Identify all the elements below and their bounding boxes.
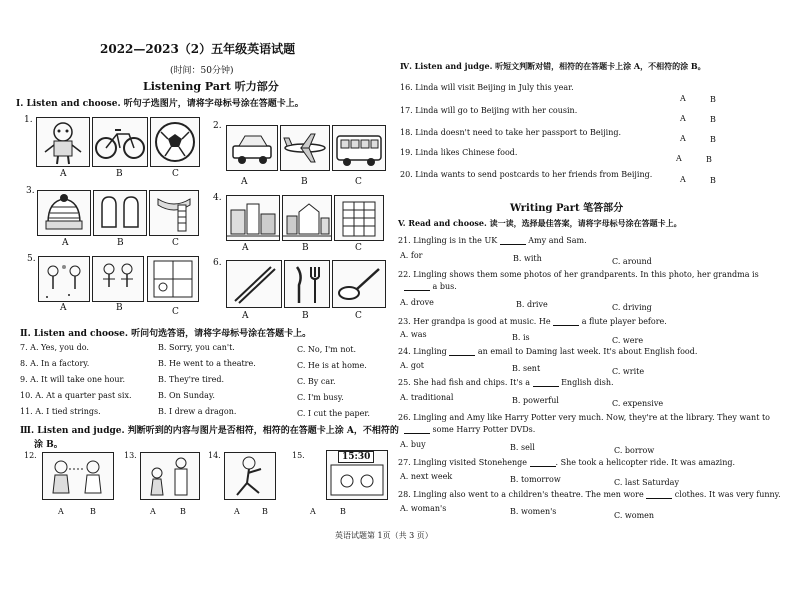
option-label: C — [172, 169, 179, 179]
answer-a: A — [310, 507, 316, 516]
playing-kids-picture — [92, 256, 144, 302]
question-stem-end: . She took a helicopter ride. It was amazing. — [555, 458, 736, 467]
question-7-option-b: B. Sorry, you can't. — [158, 343, 235, 352]
toy-figure-picture — [36, 117, 90, 167]
question-22-option-c: C. driving — [612, 303, 652, 312]
question-26-continued — [404, 425, 535, 434]
question-stem-end: clothes. It was very funny. — [674, 490, 781, 499]
answer-blank — [533, 378, 559, 387]
page-footer: 英语试题第 1页（共 3 页） — [335, 531, 433, 540]
writing-part-title: Writing Part 笔答部分 — [510, 203, 624, 214]
answer-a: A — [676, 154, 682, 163]
question-22-option-b: B. drive — [516, 300, 548, 309]
chopsticks-picture — [226, 260, 282, 308]
answer-b: B — [710, 95, 716, 104]
answer-b: B — [710, 135, 716, 144]
question-stem-end: some Harry Potter DVDs. — [432, 425, 536, 434]
option-label: A — [62, 238, 69, 248]
question-9-option-c: C. By car. — [297, 377, 336, 386]
question-20: 20. Linda wants to send postcards to her friends from Beijing. — [400, 170, 653, 179]
question-23 — [398, 317, 667, 326]
boy-running-picture — [224, 452, 276, 500]
answer-a: A — [680, 134, 686, 143]
question-21-option-c: C. around — [612, 257, 652, 266]
question-22-option-a: A. drove — [400, 298, 434, 307]
question-25 — [398, 378, 614, 387]
question-number: 2. — [213, 121, 222, 131]
answer-a: A — [680, 94, 686, 103]
answer-b: B — [180, 507, 186, 516]
answer-blank — [500, 236, 526, 245]
option-label: A — [60, 303, 67, 313]
clock-time-label: 15:30 — [338, 451, 374, 463]
question-27 — [398, 458, 735, 467]
airplane-picture — [280, 125, 330, 171]
knife-and-fork-picture — [284, 260, 330, 308]
question-21-option-b: B. with — [513, 254, 542, 263]
question-7-option-a: 7. A. Yes, you do. — [20, 343, 89, 352]
question-18: 18. Linda doesn't need to take her passport to Beijing. — [400, 128, 622, 137]
answer-b: B — [90, 507, 96, 516]
question-26: 26. Lingling and Amy like Harry Potter very much. Now, they're at the library. They want to — [398, 413, 770, 422]
bicycle-picture — [92, 117, 148, 167]
section1-heading: Ⅰ. Listen and choose. 听句子选图片，请将字母标号涂在答题卡上。 — [16, 99, 304, 109]
option-label: B — [117, 238, 124, 248]
question-stem-end: English dish. — [561, 378, 614, 387]
question-26-option-b: B. sell — [510, 443, 535, 452]
car-picture — [226, 125, 278, 171]
option-label: B — [302, 311, 309, 321]
option-label: B — [301, 177, 308, 187]
question-number: 12. — [24, 451, 37, 460]
question-24 — [398, 347, 697, 356]
question-24-option-a: A. got — [400, 361, 425, 370]
football-picture — [150, 117, 200, 167]
answer-b: B — [710, 176, 716, 185]
question-16: 16. Linda will visit Beijing in July this year. — [400, 83, 574, 92]
question-26-option-a: A. buy — [400, 440, 426, 449]
question-24-option-c: C. write — [612, 367, 645, 376]
question-25-option-c: C. expensive — [612, 399, 664, 408]
question-24-option-b: B. sent — [512, 364, 541, 373]
answer-blank — [530, 458, 556, 467]
question-10-option-c: C. I'm busy. — [297, 393, 344, 402]
question-number: 6. — [213, 258, 222, 268]
question-number: 4. — [213, 193, 222, 203]
section5-heading: V. Read and choose. 读一读，选择最佳答案，请将字母标号涂在答题卡上。 — [398, 218, 682, 228]
window-scene-picture — [147, 256, 199, 302]
question-23-option-c: C. were — [612, 336, 644, 345]
answer-blank — [646, 490, 672, 499]
option-label: B — [116, 169, 123, 179]
question-number: 13. — [124, 451, 137, 460]
section3-heading: Ⅲ. Listen and judge. 判断听到的内容与图片是否相符，相符的在答题卡上涂 A，不相符的 — [20, 426, 399, 436]
question-11-option-b: B. I drew a dragon. — [158, 407, 237, 416]
question-number: 14. — [208, 451, 221, 460]
woolly-hat-picture — [37, 190, 91, 236]
question-stem-end: a bus. — [432, 282, 457, 291]
option-label: C — [355, 243, 362, 253]
question-stem-end: Amy and Sam. — [528, 236, 587, 245]
option-label: B — [116, 303, 123, 313]
question-8-option-a: 8. A. In a factory. — [20, 359, 90, 368]
answer-a: A — [58, 507, 64, 516]
question-stem: 28. Lingling also went to a children's theatre. The men wore — [398, 490, 644, 499]
time-limit: (时间：50分钟) — [170, 66, 234, 76]
snowball-kids-picture — [38, 256, 90, 302]
question-23-option-b: B. is — [512, 333, 530, 342]
question-22-continued — [404, 282, 457, 291]
option-label: C — [355, 311, 362, 321]
question-19: 19. Linda likes Chinese food. — [400, 148, 518, 157]
question-27-option-a: A. next week — [400, 472, 453, 481]
question-23-option-a: A. was — [400, 330, 427, 339]
question-stem: 27. Lingling visited Stonehenge — [398, 458, 527, 467]
question-stem-end: an email to Daming last week. It's about English food. — [477, 347, 698, 356]
option-label: A — [60, 169, 67, 179]
answer-a: A — [234, 507, 240, 516]
question-28 — [398, 490, 781, 499]
question-25-option-b: B. powerful — [512, 396, 559, 405]
answer-a: A — [150, 507, 156, 516]
question-17: 17. Linda will go to Beijing with her cousin. — [400, 106, 578, 115]
building-picture — [334, 195, 384, 241]
question-stem: 21. Lingling is in the UK — [398, 236, 498, 245]
question-number: 3. — [26, 186, 35, 196]
question-stem: 24. Lingling — [398, 347, 447, 356]
answer-blank — [404, 425, 430, 434]
spoon-picture — [332, 260, 386, 308]
answer-b: B — [340, 507, 346, 516]
option-label: B — [302, 243, 309, 253]
question-11-option-c: C. I cut the paper. — [297, 409, 370, 418]
question-11-option-a: 11. A. I tied strings. — [20, 407, 101, 416]
answer-b: B — [262, 507, 268, 516]
option-label: A — [242, 243, 249, 253]
question-stem-end: a flute player before. — [581, 317, 667, 326]
question-9-option-b: B. They're tired. — [158, 375, 225, 384]
answer-b: B — [706, 155, 712, 164]
question-stem: 23. Her grandpa is good at music. He — [398, 317, 551, 326]
answer-a: A — [680, 175, 686, 184]
answer-blank — [449, 347, 475, 356]
listening-part-title: Listening Part 听力部分 — [143, 80, 279, 93]
question-7-option-c: C. No, I'm not. — [297, 345, 357, 354]
question-28-option-b: B. women's — [510, 507, 557, 516]
question-number: 5. — [27, 254, 36, 264]
section2-heading: Ⅱ. Listen and choose. 听问句选答语，请将字母标号涂在答题卡上。 — [20, 329, 312, 339]
mittens-picture — [93, 190, 147, 236]
question-8-option-b: B. He went to a theatre. — [158, 359, 256, 368]
exam-title: 2022—2023（2）五年级英语试题 — [100, 42, 296, 56]
option-label: A — [242, 311, 249, 321]
bus-picture — [332, 125, 386, 171]
question-21-option-a: A. for — [400, 251, 423, 260]
city-view-picture — [282, 195, 332, 241]
question-22: 22. Lingling shows them some photos of her grandparents. In this photo, her grandma is — [398, 270, 759, 279]
question-9-option-a: 9. A. It will take one hour. — [20, 375, 125, 384]
scarf-picture — [149, 190, 199, 236]
question-stem: 25. She had fish and chips. It's a — [398, 378, 530, 387]
question-26-option-c: C. borrow — [614, 446, 655, 455]
town-street-picture — [226, 195, 280, 241]
option-label: C — [172, 307, 179, 317]
question-number: 15. — [292, 451, 305, 460]
boy-telephone-picture — [42, 452, 114, 500]
section4-heading: Ⅳ. Listen and judge. 听短文判断对错，相符的在答题卡上涂 A，不相符的涂 B。 — [400, 61, 706, 71]
question-27-option-b: B. tomorrow — [510, 475, 561, 484]
question-number: 1. — [24, 115, 33, 125]
question-28-option-c: C. women — [614, 511, 655, 520]
girl-and-man-picture — [140, 452, 200, 500]
question-10-option-b: B. On Sunday. — [158, 391, 215, 400]
answer-blank — [553, 317, 579, 326]
question-27-option-c: C. last Saturday — [614, 478, 679, 487]
section3-heading-continued: 涂 B。 — [34, 440, 63, 450]
option-label: C — [355, 177, 362, 187]
answer-blank — [404, 282, 430, 291]
question-25-option-a: A. traditional — [400, 393, 454, 402]
option-label: A — [241, 177, 248, 187]
question-8-option-c: C. He is at home. — [297, 361, 367, 370]
answer-b: B — [710, 115, 716, 124]
question-21 — [398, 236, 587, 245]
question-10-option-a: 10. A. At a quarter past six. — [20, 391, 132, 400]
option-label: C — [172, 238, 179, 248]
question-28-option-a: A. woman's — [400, 504, 447, 513]
answer-a: A — [680, 114, 686, 123]
